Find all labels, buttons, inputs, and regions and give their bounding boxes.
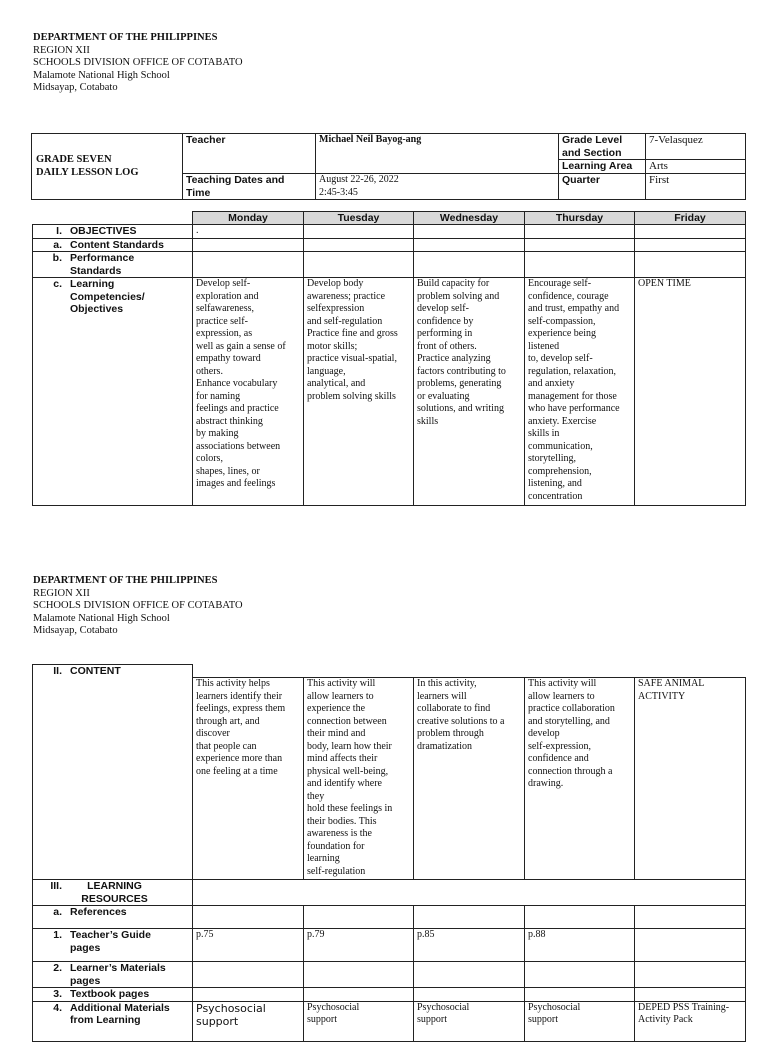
cell-text-line: and anxiety: [528, 378, 575, 389]
content-cell-wednesday: [414, 678, 525, 880]
teachers-guide-label: [33, 929, 193, 962]
teachers-guide-num: 1.: [53, 929, 62, 941]
teacher-value: [316, 134, 559, 174]
cell-text-line: and self-regulation: [307, 315, 383, 327]
cell-text-line: collaborate to find: [417, 703, 491, 714]
textbook-pages-cell: [525, 988, 635, 1002]
objectives-monday-cell: [193, 225, 304, 239]
learners-materials-label: [33, 962, 193, 988]
cell-text-line: to, develop self-: [528, 353, 593, 364]
learners-materials-line-2: pages: [70, 974, 101, 987]
performance-standards-label: [33, 252, 193, 278]
cell-text-line: experience the: [307, 703, 366, 714]
content-standards-cell: [525, 238, 635, 252]
cell-text-line: management for those: [528, 390, 617, 402]
cell-text-line: Practice analyzing: [417, 353, 491, 364]
cell-text-line: listened: [528, 340, 560, 352]
dates-label: [183, 174, 316, 200]
cell-text-line: by making: [196, 428, 239, 439]
references-cell: [414, 906, 525, 929]
learners-materials-cell: [304, 962, 414, 988]
textbook-pages-cell: [304, 988, 414, 1002]
grade-label-line-2: and Section: [562, 146, 622, 159]
performance-standards-cell: [193, 252, 304, 278]
additional-materials-cell-monday: [193, 1001, 304, 1041]
content-standards-cell: [193, 238, 304, 252]
cell-text-line: they: [307, 790, 325, 802]
content-standards-text: Content Standards: [70, 238, 164, 251]
teachers-guide-page: p.85: [414, 929, 525, 962]
cell-text-line: colors,: [196, 453, 223, 464]
textbook-pages-label: [33, 988, 193, 1002]
cell-text-line: their mind and: [307, 728, 366, 739]
cell-text-line: who have performance: [528, 403, 620, 414]
cell-text-line: Enhance vocabulary: [196, 378, 278, 389]
content-heading: [33, 665, 193, 880]
performance-standards-line-1: Performance: [70, 252, 135, 264]
cell-text-line: foundation for: [307, 840, 365, 852]
content-label: CONTENT: [70, 665, 121, 677]
content-cell-monday: [193, 678, 304, 880]
cell-text-line: exploration and: [196, 290, 259, 302]
cell-text-line: problem through: [417, 728, 484, 739]
competency-cell-wednesday: [414, 278, 525, 506]
quarter-label: Quarter: [559, 174, 646, 200]
grade-label-line-1: Grade Level: [562, 134, 623, 146]
cell-text-line: physical well-being,: [307, 765, 389, 777]
performance-standards-cell: [304, 252, 414, 278]
cell-text-line: analytical, and: [307, 378, 366, 389]
lesson-info-table: [31, 133, 746, 200]
references-text: References: [70, 906, 127, 918]
learners-materials-num: 2.: [53, 962, 62, 974]
cell-text-line: This activity helps: [196, 678, 270, 689]
cell-text-line: for naming: [196, 390, 241, 402]
additional-materials-label: [33, 1001, 193, 1041]
day-header-wednesday: Wednesday: [414, 212, 525, 225]
cell-text-line: front of others.: [417, 340, 477, 352]
cell-text-line: confidence and: [528, 753, 589, 764]
cell-text-line: associations between: [196, 440, 281, 452]
references-num: a.: [53, 906, 62, 918]
day-header-monday: Monday: [193, 212, 304, 225]
competency-cell-friday: [635, 278, 746, 506]
cell-text-line: empathy toward: [196, 353, 261, 364]
cell-text-line: regulation, relaxation,: [528, 365, 617, 377]
cell-text-line: In this activity,: [417, 678, 477, 689]
objectives-heading: [33, 225, 193, 239]
area-label: Learning Area: [559, 160, 646, 174]
additional-materials-line-1: Additional Materials: [70, 1001, 170, 1014]
cell-text-line: self-compassion,: [528, 315, 596, 327]
content-standards-label: [33, 238, 193, 252]
quarter-value: First: [646, 174, 746, 200]
cell-text-line: learning: [307, 853, 340, 864]
cell-text-line: creative solutions to a: [417, 715, 505, 727]
additional-materials-cell-wednesday: [414, 1001, 525, 1041]
learning-resources-heading: [33, 880, 193, 906]
cell-text-line: practice collaboration: [528, 703, 615, 714]
cell-text-line: shapes, lines, or: [196, 465, 260, 477]
objectives-cell: [635, 225, 746, 239]
cell-text-line: Develop body: [307, 278, 364, 289]
cell-text-line: Psychosocial: [528, 1001, 581, 1013]
cell-text-line: and trust, empathy and: [528, 303, 620, 314]
teachers-guide-page: p.79: [304, 929, 414, 962]
cell-text-line: This activity will: [307, 678, 376, 689]
cell-text-line: develop: [528, 728, 560, 739]
cell-text-line: support: [307, 1014, 337, 1025]
cell-text-line: problem solving and: [417, 290, 500, 302]
competency-cell-tuesday: [304, 278, 414, 506]
cell-text-line: learners will: [417, 690, 467, 702]
cell-text-line: This activity will: [528, 678, 597, 689]
cell-text-line: expression, as: [196, 328, 253, 339]
dates-label-line-2: Time: [186, 186, 211, 199]
school-line: Malamote National High School: [33, 69, 170, 81]
log-title-cell: [32, 134, 183, 200]
additional-materials-cell-tuesday: [304, 1001, 414, 1041]
objectives-table: [32, 211, 746, 506]
cell-text-line: practice self-: [196, 315, 248, 327]
additional-materials-num: 4.: [53, 1001, 62, 1014]
teachers-guide-line-2: pages: [70, 941, 101, 954]
cell-text-line: factors contributing to: [417, 365, 506, 377]
content-standards-cell: [304, 238, 414, 252]
cell-text-line: hold these feelings in: [307, 803, 393, 814]
content-spacer: [193, 665, 746, 678]
textbook-pages-text: Textbook pages: [70, 988, 150, 1000]
teachers-guide-line-1: Teacher’s Guide: [70, 929, 151, 941]
learning-resources-cell: [193, 880, 746, 906]
cell-text-line: allow learners to: [528, 690, 595, 702]
teacher-label: Teacher: [183, 134, 316, 174]
learners-materials-line-1: Learner’s Materials: [70, 962, 166, 974]
cell-text-line: awareness is the: [307, 828, 372, 839]
cell-text-line: concentration: [528, 490, 583, 502]
blank-corner: [33, 212, 193, 225]
log-title-line-2: DAILY LESSON LOG: [36, 166, 139, 178]
performance-standards-line-2: Standards: [70, 264, 122, 277]
cell-text-line: SAFE ANIMAL: [638, 678, 705, 689]
day-header-thursday: Thursday: [525, 212, 635, 225]
competencies-num: c.: [53, 278, 62, 290]
learning-resources-line-2: RESOURCES: [81, 892, 148, 905]
cell-text-line: body, learn how their: [307, 740, 392, 752]
cell-text-line: learners identify their: [196, 690, 283, 702]
division-line: SCHOOLS DIVISION OFFICE OF COTABATO: [33, 57, 243, 69]
school-line: Malamote National High School: [33, 612, 170, 624]
textbook-pages-cell: [414, 988, 525, 1002]
performance-standards-cell: [414, 252, 525, 278]
teachers-guide-page: [635, 929, 746, 962]
content-standards-num: a.: [53, 238, 62, 251]
cell-text-line: problem solving skills: [307, 390, 396, 402]
textbook-pages-num: 3.: [53, 988, 62, 1000]
cell-text-line: awareness; practice: [307, 290, 386, 302]
division-line: SCHOOLS DIVISION OFFICE OF COTABATO: [33, 600, 243, 612]
objectives-monday-mark: .: [196, 225, 199, 236]
references-cell: [193, 906, 304, 929]
additional-materials-cell-friday: [635, 1001, 746, 1041]
performance-standards-cell: [635, 252, 746, 278]
teachers-guide-page: p.75: [193, 929, 304, 962]
cell-text-line: Activity Pack: [638, 1014, 693, 1025]
competency-cell-monday: [193, 278, 304, 506]
objectives-num: I.: [56, 225, 62, 237]
location-line: Midsayap, Cotabato: [33, 82, 118, 94]
cell-text-line: connection between: [307, 715, 387, 727]
learning-resources-line-1: LEARNING: [87, 880, 142, 892]
cell-text-line: Practice fine and gross: [307, 328, 398, 339]
cell-text-line: confidence, courage: [528, 290, 609, 302]
cell-text-line: discover: [196, 728, 230, 739]
cell-text-line: practice visual-spatial,: [307, 353, 397, 364]
additional-materials-line-2: from Learning: [70, 1014, 141, 1026]
dates-value-line-2: 2:45-3:45: [319, 186, 358, 198]
cell-text-line: Build capacity for: [417, 278, 490, 289]
learners-materials-cell: [525, 962, 635, 988]
cell-text-line: DEPED PSS Training-: [638, 1001, 730, 1013]
cell-text-line: mind affects their: [307, 753, 378, 764]
cell-text-line: their bodies. This: [307, 815, 377, 827]
cell-text-line: support: [417, 1014, 447, 1025]
cell-text-line: self-regulation: [307, 865, 366, 877]
location-line: Midsayap, Cotabato: [33, 625, 118, 637]
cell-text-line: language,: [307, 365, 346, 377]
dates-label-line-1: Teaching Dates and: [186, 174, 285, 186]
objectives-cell: [414, 225, 525, 239]
cell-text-line: Psychosocial: [417, 1001, 470, 1013]
textbook-pages-cell: [193, 988, 304, 1002]
region-line: REGION XII: [33, 587, 90, 599]
competencies-line-3: Objectives: [70, 303, 124, 315]
school-header-bottom: [33, 575, 243, 638]
performance-standards-num: b.: [52, 252, 62, 264]
cell-text-line: skills in: [528, 428, 560, 439]
cell-text-line: self-expression,: [528, 740, 592, 752]
day-header-friday: Friday: [635, 212, 746, 225]
cell-text-line: performing in: [417, 328, 473, 339]
cell-text-line: Psychosocial: [196, 1001, 266, 1015]
cell-text-line: develop self-: [417, 303, 469, 314]
cell-text-line: ACTIVITY: [638, 690, 686, 702]
content-standards-cell: [635, 238, 746, 252]
competencies-line-2: Competencies/: [70, 290, 145, 303]
competency-cell-thursday: [525, 278, 635, 506]
cell-text-line: storytelling,: [528, 453, 577, 464]
dates-value-line-1: August 22-26, 2022: [319, 174, 399, 185]
performance-standards-cell: [525, 252, 635, 278]
department-title: DEPARTMENT OF THE PHILIPPINES: [33, 32, 218, 43]
references-cell: [304, 906, 414, 929]
objectives-label: OBJECTIVES: [70, 225, 137, 237]
cell-text-line: experience being: [528, 328, 597, 339]
cell-text-line: selfexpression: [307, 303, 365, 314]
cell-text-line: experience more than: [196, 753, 283, 764]
cell-text-line: connection through a: [528, 765, 613, 777]
cell-text-line: feelings and practice: [196, 403, 279, 414]
grade-value: 7-Velasquez: [646, 134, 746, 160]
references-cell: [635, 906, 746, 929]
cell-text-line: problems, generating: [417, 378, 502, 389]
cell-text-line: others.: [196, 365, 223, 377]
department-title: DEPARTMENT OF THE PHILIPPINES: [33, 575, 218, 586]
cell-text-line: Psychosocial: [307, 1001, 360, 1013]
cell-text-line: one feeling at a time: [196, 765, 278, 777]
cell-text-line: solutions, and writing: [417, 403, 504, 414]
objectives-cell: [304, 225, 414, 239]
cell-text-line: support: [528, 1014, 558, 1025]
objectives-cell: [525, 225, 635, 239]
teacher-name: Michael Neil Bayog-ang: [319, 134, 422, 145]
cell-text-line: well as gain a sense of: [196, 340, 286, 352]
cell-text-line: skills: [417, 415, 439, 427]
learners-materials-cell: [635, 962, 746, 988]
competencies-label: [33, 278, 193, 506]
cell-text-line: drawing.: [528, 778, 564, 789]
cell-text-line: Develop self-: [196, 278, 251, 289]
cell-text-line: Encourage self-: [528, 278, 592, 289]
cell-text-line: listening, and: [528, 478, 582, 489]
teachers-guide-page: p.88: [525, 929, 635, 962]
cell-text-line: communication,: [528, 440, 593, 452]
references-label: [33, 906, 193, 929]
content-cell-friday: [635, 678, 746, 880]
references-cell: [525, 906, 635, 929]
competencies-line-1: Learning: [70, 278, 115, 290]
additional-materials-cell-thursday: [525, 1001, 635, 1041]
cell-text-line: allow learners to: [307, 690, 374, 702]
area-value: Arts: [646, 160, 746, 174]
day-header-tuesday: Tuesday: [304, 212, 414, 225]
cell-text-line: through art, and: [196, 715, 260, 727]
cell-text-line: feelings, express them: [196, 703, 286, 714]
cell-text-line: selfawareness,: [196, 303, 255, 314]
content-cell-thursday: [525, 678, 635, 880]
school-header-top: [33, 32, 243, 95]
cell-text-line: motor skills;: [307, 340, 358, 352]
learning-resources-num: III.: [50, 880, 62, 892]
content-resources-table: [32, 664, 746, 1042]
region-line: REGION XII: [33, 44, 90, 56]
content-num: II.: [53, 665, 62, 677]
cell-text-line: comprehension,: [528, 465, 592, 477]
log-title-line-1: GRADE SEVEN: [36, 154, 112, 165]
textbook-pages-cell: [635, 988, 746, 1002]
learners-materials-cell: [193, 962, 304, 988]
dates-value: [316, 174, 559, 200]
cell-text-line: abstract thinking: [196, 415, 263, 427]
cell-text-line: and storytelling, and: [528, 715, 610, 727]
content-standards-cell: [414, 238, 525, 252]
cell-text-line: or evaluating: [417, 390, 470, 402]
cell-text-line: confidence by: [417, 315, 474, 327]
cell-text-line: and identify where: [307, 778, 382, 789]
grade-label: [559, 134, 646, 160]
cell-text-line: support: [196, 1014, 239, 1028]
cell-text-line: OPEN TIME: [638, 278, 691, 289]
cell-text-line: dramatization: [417, 740, 472, 752]
cell-text-line: anxiety. Exercise: [528, 415, 597, 427]
cell-text-line: that people can: [196, 740, 257, 752]
cell-text-line: images and feelings: [196, 478, 276, 489]
content-cell-tuesday: [304, 678, 414, 880]
learners-materials-cell: [414, 962, 525, 988]
